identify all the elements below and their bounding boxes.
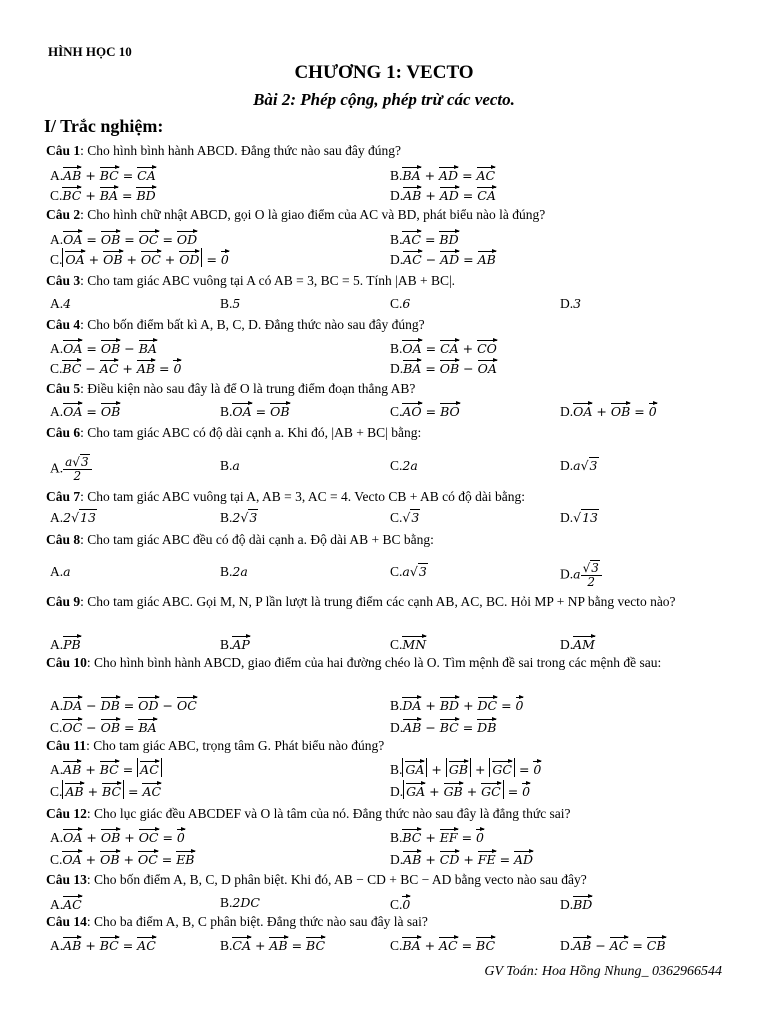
answer-option[interactable]: A.AB + BC = AC: [50, 758, 162, 780]
question-body: Điều kiện nào sau đây là để O là trung điểm đoạn thẳng AB?: [87, 381, 416, 396]
options-row: [50, 758, 730, 778]
answer-option[interactable]: A. $\frac{a√3}{2}$: [50, 456, 92, 483]
answer-option[interactable]: A.a: [50, 564, 71, 579]
answer-option[interactable]: D.a $\frac{√3}{2}$: [560, 562, 602, 589]
answer-option[interactable]: C.BC − AC + AB = 0: [50, 357, 181, 379]
answer-option[interactable]: B.OA = CA + CO: [390, 337, 497, 359]
question-text: Câu 7: Cho tam giác ABC vuông tại A, AB = 3, AC = 4. Vecto CB + AB có độ dài bằng:: [46, 489, 525, 504]
answer-option[interactable]: B.OA = OB: [220, 400, 290, 422]
question-label: Câu 8: [46, 532, 81, 547]
question-text: Câu 1: Cho hình bình hành ABCD. Đẳng thức nào sau đây đúng?: [46, 143, 401, 158]
options-row: [50, 337, 730, 357]
answer-option[interactable]: A.AB + BC = AC: [50, 934, 156, 956]
options-row: [50, 561, 730, 589]
answer-option[interactable]: A.OA = OB − BA: [50, 337, 157, 359]
answer-option[interactable]: C.a√3: [390, 564, 427, 579]
options-row: [50, 934, 730, 954]
answer-option[interactable]: B.CA + AB = BC: [220, 934, 325, 956]
options-row: [50, 455, 730, 483]
answer-option[interactable]: D.3: [560, 296, 582, 311]
answer-option[interactable]: B.AP: [220, 633, 250, 655]
answer-option[interactable]: A.AB + BC = CA: [50, 164, 156, 186]
answer-option[interactable]: D.AB + CD + FE = AD: [390, 848, 533, 870]
section-title: I/ Trắc nghiệm:: [44, 116, 164, 136]
options-row: [50, 164, 730, 184]
answer-option[interactable]: D.AB − AC = CB: [560, 934, 666, 956]
question-text: Câu 11: Cho tam giác ABC, trọng tâm G. Phát biểu nào đúng?: [46, 738, 385, 753]
question-body: Cho lục giác đều ABCDEF và O là tâm của nó. Đẳng thức nào sau đây là đẳng thức sai?: [94, 806, 571, 821]
answer-option[interactable]: C.BC + BA = BD: [50, 184, 156, 206]
question-label: Câu 9: [46, 594, 81, 609]
answer-option[interactable]: B.BC + EF = 0: [390, 826, 484, 848]
answer-option[interactable]: A.OA + OB + OC = 0: [50, 826, 185, 848]
question-label: Câu 7: [46, 489, 81, 504]
answer-option[interactable]: C.√3: [390, 510, 420, 525]
question-label: Câu 11: [46, 738, 87, 753]
question-text: Câu 14: Cho ba điểm A, B, C phân biệt. Đẳng thức nào sau đây là sai?: [46, 914, 428, 929]
answer-option[interactable]: D.AB − BC = DB: [390, 716, 496, 738]
question-text: Câu 5: Điều kiện nào sau đây là để O là trung điểm đoạn thẳng AB?: [46, 381, 416, 396]
answer-option[interactable]: A.DA − DB = OD − OC: [50, 694, 197, 716]
question-body: Cho tam giác ABC đều có độ dài cạnh a. Độ dài AB + BC bằng:: [87, 532, 434, 547]
question-body: Cho bốn điểm A, B, C, D phân biệt. Khi đó, AB − CD + BC − AD bằng vecto nào sau đây?: [94, 872, 587, 887]
options-row: [50, 184, 730, 204]
question-body: Cho tam giác ABC vuông tại A, AB = 3, AC = 4. Vecto CB + AB có độ dài bằng:: [87, 489, 525, 504]
answer-option[interactable]: B.2DC: [220, 895, 260, 910]
answer-option[interactable]: D. GA + GB + GC = 0: [390, 780, 530, 802]
answer-option[interactable]: C.6: [390, 296, 411, 311]
question-text: Câu 13: Cho bốn điểm A, B, C, D phân biệt. Khi đó, AB − CD + BC − AD bằng vecto nào sau đây?: [46, 872, 587, 887]
options-row: [50, 716, 730, 736]
answer-option[interactable]: B.2√3: [220, 510, 258, 525]
question-body: Cho tam giác ABC vuông tại A có AB = 3, BC = 5. Tính |AB + BC|.: [87, 273, 456, 288]
answer-option[interactable]: B.DA + BD + DC = 0: [390, 694, 523, 716]
question-label: Câu 3: [46, 273, 81, 288]
question-body: Cho hình bình hành ABCD, giao điểm của hai đường chéo là O. Tìm mệnh đề sai trong các mệnh đề sau:: [94, 655, 662, 670]
answer-option[interactable]: C.2a: [390, 458, 418, 473]
question-label: Câu 6: [46, 425, 81, 440]
answer-option[interactable]: D.BA = OB − OA: [390, 357, 497, 379]
answer-option[interactable]: A.4: [50, 296, 72, 311]
answer-option[interactable]: C. AB + BC = AC: [50, 780, 161, 802]
question-text: Câu 12: Cho lục giác đều ABCDEF và O là tâm của nó. Đẳng thức nào sau đây là đẳng thức sai?: [46, 806, 571, 821]
answer-option[interactable]: D.OA + OB = 0: [560, 400, 657, 422]
question-label: Câu 14: [46, 914, 87, 929]
answer-option[interactable]: C.OC − OB = BA: [50, 716, 157, 738]
answer-option[interactable]: B.2a: [220, 564, 248, 579]
options-row: [50, 694, 730, 714]
question-text: Câu 4: Cho bốn điểm bất kì A, B, C, D. Đẳng thức nào sau đây đúng?: [46, 317, 425, 332]
answer-option[interactable]: B. GA + GB + GC = 0: [390, 758, 541, 780]
answer-option[interactable]: C.MN: [390, 633, 426, 655]
options-row: [50, 357, 730, 377]
options-row: [50, 400, 730, 420]
question-text: Câu 8: Cho tam giác ABC đều có độ dài cạnh a. Độ dài AB + BC bằng:: [46, 532, 434, 547]
question-label: Câu 1: [46, 143, 81, 158]
answer-option[interactable]: A.AC: [50, 893, 82, 915]
question-label: Câu 4: [46, 317, 81, 332]
options-row: [50, 848, 730, 868]
answer-option[interactable]: D.BD: [560, 893, 592, 915]
answer-option[interactable]: B.5: [220, 296, 241, 311]
options-row: [50, 508, 730, 528]
answer-option[interactable]: C. OA + OB + OC + OD = 0: [50, 248, 229, 270]
options-row: [50, 294, 730, 314]
question-label: Câu 13: [46, 872, 87, 887]
question-body: Cho tam giác ABC, trọng tâm G. Phát biểu nào đúng?: [93, 738, 385, 753]
answer-option[interactable]: A.OA = OB = OC = OD: [50, 228, 197, 250]
question-text: Câu 2: Cho hình chữ nhật ABCD, gọi O là giao điểm của AC và BD, phát biểu nào là đúng?: [46, 207, 546, 222]
options-row: [50, 228, 730, 248]
options-row: [50, 780, 730, 800]
question-text: Câu 3: Cho tam giác ABC vuông tại A có AB = 3, BC = 5. Tính |AB + BC|.: [46, 273, 456, 288]
chapter-title: CHƯƠNG 1: VECTO: [294, 62, 474, 83]
answer-option[interactable]: D.a√3: [560, 458, 598, 473]
answer-option[interactable]: C.OA + OB + OC = EB: [50, 848, 195, 870]
answer-option[interactable]: B.AC = BD: [390, 228, 459, 250]
answer-option[interactable]: C.AO = BO: [390, 400, 460, 422]
question-text: Câu 9: Cho tam giác ABC. Gọi M, N, P lần lượt là trung điểm các cạnh AB, AC, BC. Hỏi MP + NP bằng vecto nào?: [46, 594, 676, 609]
question-body: Cho ba điểm A, B, C phân biệt. Đẳng thức nào sau đây là sai?: [94, 914, 428, 929]
question-body: Cho tam giác ABC. Gọi M, N, P lần lượt là trung điểm các cạnh AB, AC, BC. Hỏi MP + NP bằng vecto nào?: [87, 594, 676, 609]
options-row: [50, 248, 730, 268]
answer-option[interactable]: D.AC − AD = AB: [390, 248, 496, 270]
options-row: [50, 893, 730, 913]
question-body: Cho bốn điểm bất kì A, B, C, D. Đẳng thức nào sau đây đúng?: [87, 317, 425, 332]
answer-option[interactable]: D.AM: [560, 633, 595, 655]
question-body: Cho hình bình hành ABCD. Đẳng thức nào sau đây đúng?: [87, 143, 401, 158]
question-label: Câu 2: [46, 207, 81, 222]
options-row: [50, 826, 730, 846]
answer-option[interactable]: B.BA + AD = AC: [390, 164, 495, 186]
options-row: [50, 633, 730, 653]
answer-option[interactable]: D.√13: [560, 510, 598, 525]
question-label: Câu 12: [46, 806, 87, 821]
question-text: Câu 6: Cho tam giác ABC có độ dài cạnh a. Khi đó, |AB + BC| bằng:: [46, 425, 422, 440]
answer-option[interactable]: A.2√13: [50, 510, 96, 525]
answer-option[interactable]: A.OA = OB: [50, 400, 120, 422]
question-body: Cho hình chữ nhật ABCD, gọi O là giao điểm của AC và BD, phát biểu nào là đúng?: [87, 207, 546, 222]
question-text: Câu 10: Cho hình bình hành ABCD, giao điểm của hai đường chéo là O. Tìm mệnh đề sai trong các mệnh đề sau:: [46, 655, 662, 670]
lesson-title: Bài 2: Phép cộng, phép trừ các vecto.: [253, 90, 515, 109]
answer-option[interactable]: C.0: [390, 893, 410, 915]
answer-option[interactable]: C.BA + AC = BC: [390, 934, 495, 956]
subject-label: HÌNH HỌC 10: [48, 44, 132, 59]
question-body: Cho tam giác ABC có độ dài cạnh a. Khi đó, |AB + BC| bằng:: [87, 425, 422, 440]
teacher-credit: GV Toán: Hoa Hồng Nhung_ 0362966544: [484, 964, 722, 979]
answer-option[interactable]: A.PB: [50, 633, 81, 655]
answer-option[interactable]: B.a: [220, 458, 240, 473]
question-label: Câu 5: [46, 381, 81, 396]
answer-option[interactable]: D.AB + AD = CA: [390, 184, 496, 206]
question-label: Câu 10: [46, 655, 87, 670]
